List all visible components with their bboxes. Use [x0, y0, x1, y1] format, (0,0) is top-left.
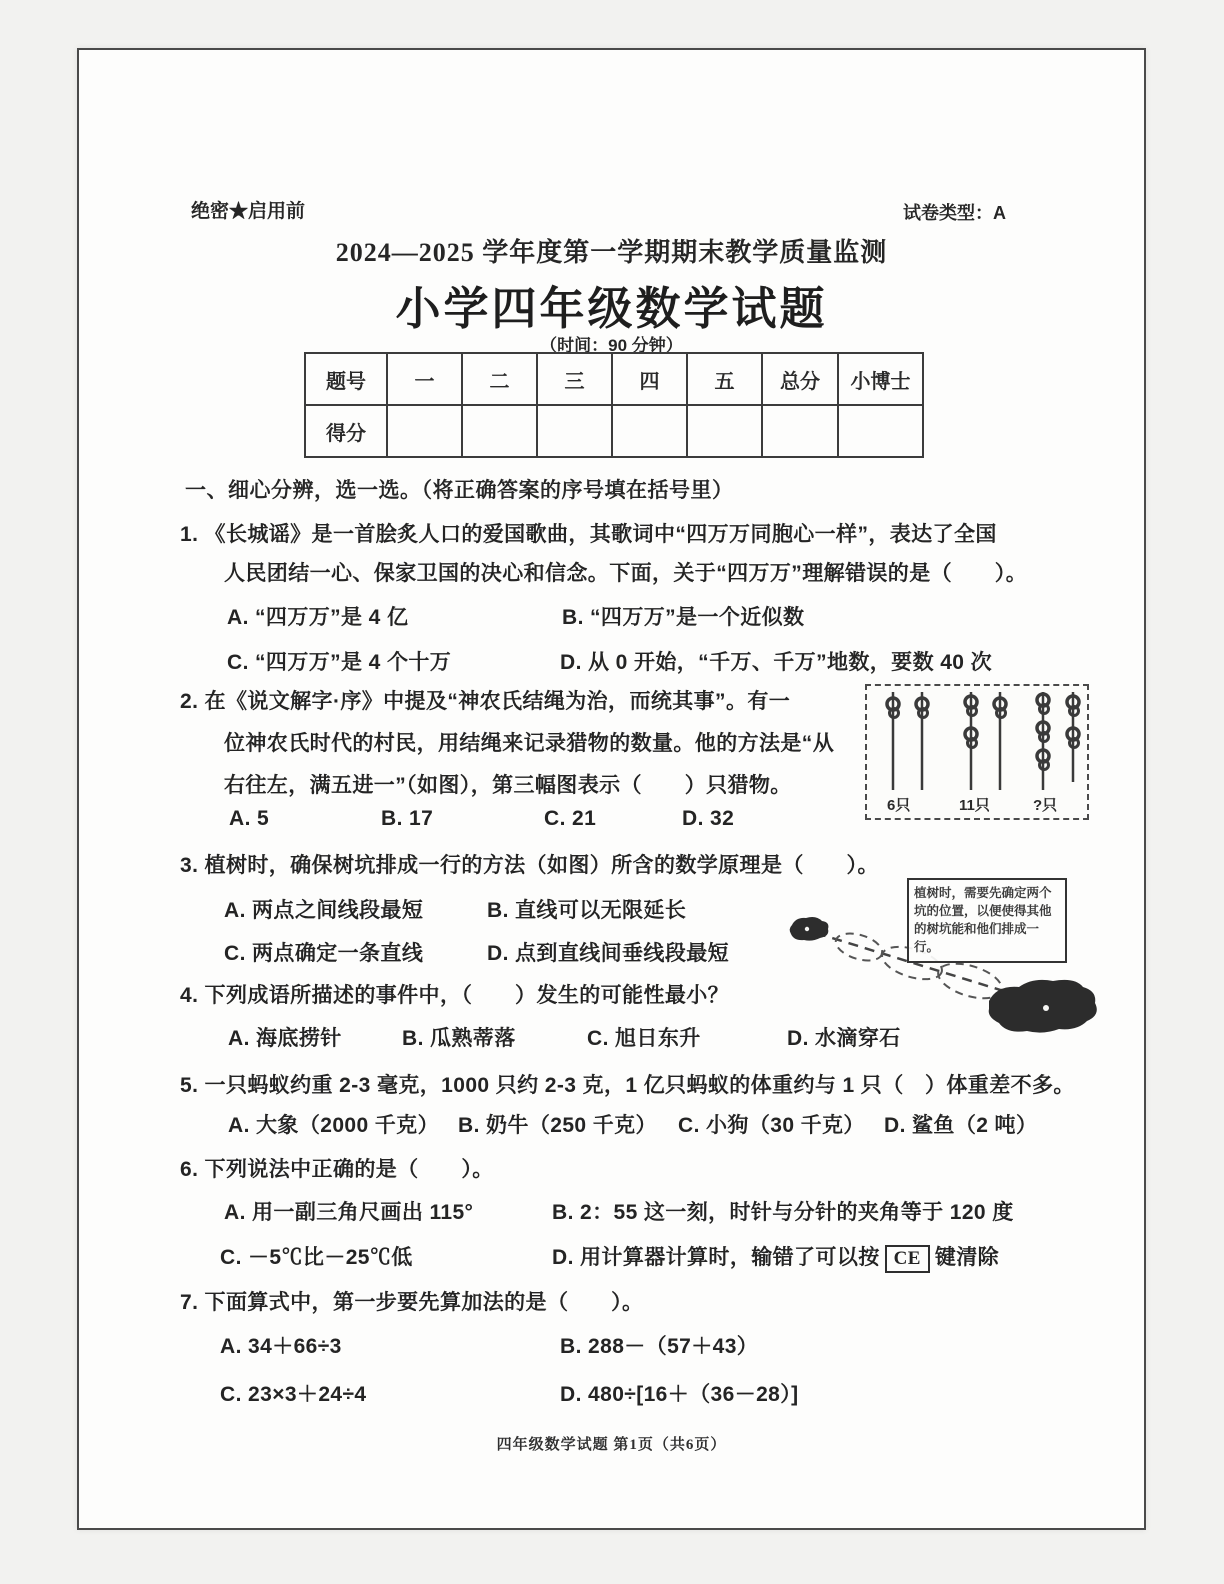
- q6-option-a: A. 用一副三角尺画出 115°: [224, 1201, 474, 1224]
- q6-option-c: C. －5℃比－25℃低: [220, 1246, 413, 1269]
- rope-group3-count: ?只: [1033, 797, 1058, 814]
- q7-option-a: A. 34＋66÷3: [220, 1335, 342, 1358]
- q2-option-d: D. 32: [682, 807, 735, 830]
- q2-line2: 位神农氏时代的村民，用结绳来记录猎物的数量。他的方法是“从: [224, 732, 835, 755]
- q1-option-a: A. “四万万”是 4 亿: [227, 606, 409, 629]
- score-table-col-4: 四: [612, 353, 687, 405]
- q3-option-a: A. 两点之间线段最短: [224, 899, 424, 922]
- score-table-col-2: 二: [462, 353, 537, 405]
- q5-option-b: B. 奶牛（250 千克）: [458, 1114, 657, 1137]
- exam-subtitle: 2024—2025 学年度第一学期期末教学质量监测: [335, 238, 888, 267]
- q7-option-d: D. 480÷[16＋（36－28）]: [560, 1383, 799, 1406]
- q1-option-c: C. “四万万”是 4 个十万: [227, 651, 452, 674]
- score-table-col-total: 总分: [762, 353, 838, 405]
- q5-line1: 5. 一只蚂蚁约重 2-3 毫克，1000 只约 2-3 克，1 亿只蚂蚁的体重约与 1 只（ ）体重差不多。: [180, 1074, 1075, 1097]
- score-table-score-label: 得分: [305, 405, 387, 457]
- q6-option-d: [552, 1241, 999, 1273]
- score-cell: [687, 405, 762, 457]
- secrecy-notice: 绝密★启用前: [191, 201, 306, 222]
- score-cell: [762, 405, 838, 457]
- score-table: [304, 352, 924, 458]
- q2-option-c: C. 21: [544, 807, 597, 830]
- q7-line1: 7. 下面算式中，第一步要先算加法的是（ ）。: [180, 1291, 644, 1314]
- exam-title: 小学四年级数学试题: [395, 283, 828, 334]
- q2-line3: 右往左，满五进一”（如图），第三幅图表示（ ）只猎物。: [224, 774, 792, 797]
- score-table-col-5: 五: [687, 353, 762, 405]
- score-table-col-1: 一: [387, 353, 462, 405]
- score-cell: [537, 405, 612, 457]
- q1-option-b: B. “四万万”是一个近似数: [562, 606, 805, 629]
- q5-option-a: A. 大象（2000 千克）: [228, 1114, 439, 1137]
- q2-option-b: B. 17: [381, 807, 434, 830]
- q6-option-b: B. 2：55 这一刻，时针与分针的夹角等于 120 度: [552, 1201, 1014, 1224]
- q4-option-c: C. 旭日东升: [587, 1027, 701, 1050]
- score-table-col-3: 三: [537, 353, 612, 405]
- q2-option-a: A. 5: [229, 807, 270, 830]
- q2-line1: 2. 在《说文解字·序》中提及“神农氏结绳为治，而统其事”。有一: [180, 690, 791, 713]
- exam-page: [77, 48, 1146, 1530]
- q7-option-b: B. 288－（57＋43）: [560, 1335, 759, 1358]
- score-table-header-row: [305, 353, 923, 405]
- page-footer: 四年级数学试题 第1页（共6页）: [496, 1437, 727, 1453]
- q6-option-d-text: D. 用计算器计算时，输错了可以按: [552, 1246, 880, 1269]
- q4-option-d: D. 水滴穿石: [787, 1027, 901, 1050]
- rope-group1-count: 6只: [887, 797, 911, 814]
- q6-option-d-suffix: 键清除: [934, 1246, 1000, 1269]
- q3-option-b: B. 直线可以无限延长: [487, 899, 687, 922]
- q4-option-a: A. 海底捞针: [228, 1027, 342, 1050]
- q4-line1: 4. 下列成语所描述的事件中，（ ）发生的可能性最小？: [180, 984, 730, 1007]
- q3-option-d: D. 点到直线间垂线段最短: [487, 942, 730, 965]
- rope-tally-drawing: [867, 686, 1087, 798]
- score-cell: [387, 405, 462, 457]
- q1-line2: 人民团结一心、保家卫国的决心和信念。下面，关于“四万万”理解错误的是（ ）。: [224, 562, 1028, 585]
- score-table-qnum-label: 题号: [305, 353, 387, 405]
- q3-line1: 3. 植树时，确保树坑排成一行的方法（如图）所含的数学原理是（ ）。: [180, 854, 879, 877]
- rope-tally-figure: [865, 684, 1089, 820]
- q1-line1: 1. 《长城谣》是一首脍炙人口的爱国歌曲，其歌词中“四万万同胞心一样”，表达了全国: [180, 523, 997, 546]
- score-cell: [838, 405, 923, 457]
- q4-option-b: B. 瓜熟蒂落: [402, 1027, 516, 1050]
- ce-key-box: CE: [885, 1245, 930, 1273]
- q5-option-d: D. 鲨鱼（2 吨）: [884, 1114, 1038, 1137]
- score-cell: [612, 405, 687, 457]
- q6-line1: 6. 下列说法中正确的是（ ）。: [180, 1158, 494, 1181]
- score-table-score-row: [305, 405, 923, 457]
- score-cell: [462, 405, 537, 457]
- q3-option-c: C. 两点确定一条直线: [224, 942, 424, 965]
- score-table-col-doctor: 小博士: [838, 353, 923, 405]
- section1-heading: 一、细心分辨，选一选。（将正确答案的序号填在括号里）: [185, 479, 734, 502]
- q7-option-c: C. 23×3＋24÷4: [220, 1383, 367, 1406]
- q5-option-c: C. 小狗（30 千克）: [678, 1114, 865, 1137]
- q1-option-d: D. 从 0 开始，“千万、千万”地数，要数 40 次: [560, 651, 993, 674]
- time-limit-note: （时间：90 分钟）: [540, 336, 683, 355]
- rope-group2-count: 11只: [959, 797, 990, 814]
- tree-pits-note-box: 植树时，需要先确定两个坑的位置，以便使得其他的树坑能和他们排成一行。: [907, 878, 1067, 963]
- paper-type-label: 试卷类型：A: [903, 203, 1006, 223]
